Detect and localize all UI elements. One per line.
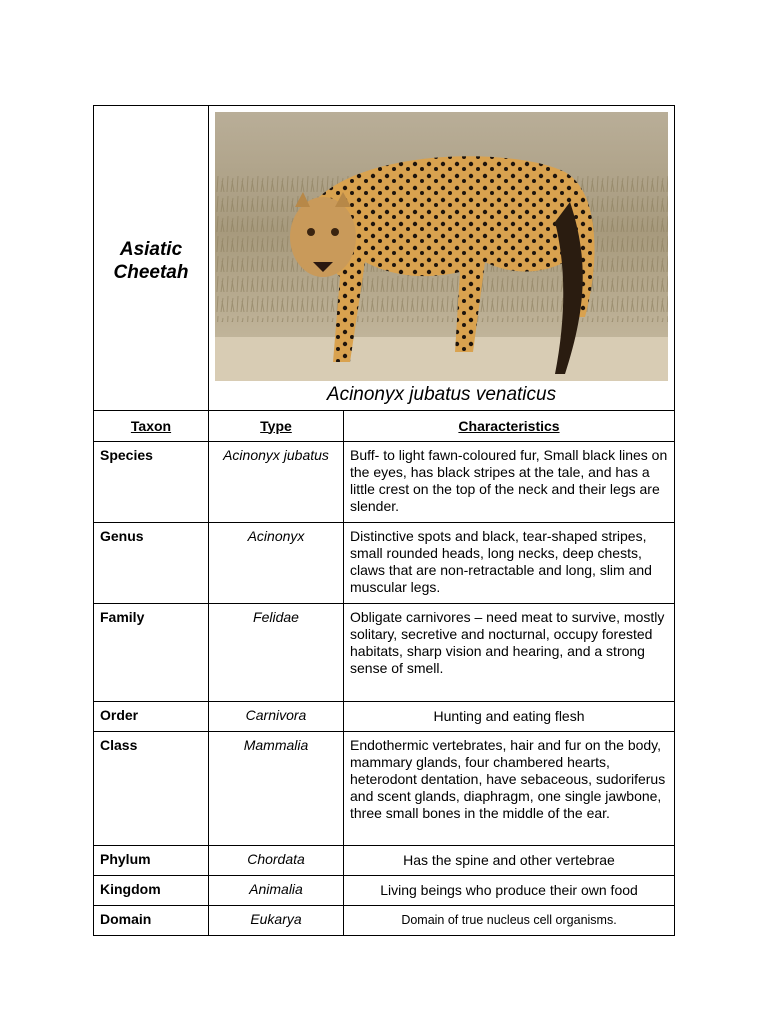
taxon-rank: Family <box>94 604 209 702</box>
table-row <box>94 442 675 523</box>
taxon-type: Chordata <box>209 846 344 876</box>
taxon-characteristics: Hunting and eating flesh <box>344 702 675 732</box>
table-row <box>94 702 675 732</box>
column-header-taxon: Taxon <box>94 411 209 442</box>
taxon-characteristics: Buff- to light fawn-coloured fur, Small black lines on the eyes, has black stripes at the tale, and has a little crest on the top of the neck and their legs are slender. <box>344 442 675 523</box>
title-row <box>94 106 675 411</box>
taxon-type: Animalia <box>209 876 344 906</box>
column-header-type: Type <box>209 411 344 442</box>
taxon-characteristics: Distinctive spots and black, tear-shaped stripes, small rounded heads, long necks, deep chests, claws that are non-retractable and long, slim and muscular legs. <box>344 523 675 604</box>
taxon-rank: Species <box>94 442 209 523</box>
taxon-type: Eukarya <box>209 906 344 936</box>
taxon-rank: Phylum <box>94 846 209 876</box>
taxon-type: Acinonyx jubatus <box>209 442 344 523</box>
taxon-type: Mammalia <box>209 732 344 846</box>
taxon-type: Carnivora <box>209 702 344 732</box>
taxon-characteristics: Domain of true nucleus cell organisms. <box>344 906 675 936</box>
table-row <box>94 523 675 604</box>
taxon-rank: Kingdom <box>94 876 209 906</box>
taxon-rank: Order <box>94 702 209 732</box>
table-row <box>94 846 675 876</box>
taxonomy-table <box>93 105 675 936</box>
table-row <box>94 604 675 702</box>
taxon-rank: Class <box>94 732 209 846</box>
taxon-rank: Domain <box>94 906 209 936</box>
taxon-type: Felidae <box>209 604 344 702</box>
table-row <box>94 732 675 846</box>
column-header-characteristics: Characteristics <box>344 411 675 442</box>
table-row <box>94 906 675 936</box>
taxon-characteristics: Living beings who produce their own food <box>344 876 675 906</box>
photo-cell <box>209 106 675 411</box>
column-header-row <box>94 411 675 442</box>
taxon-characteristics: Has the spine and other vertebrae <box>344 846 675 876</box>
common-name: Asiatic Cheetah <box>113 239 189 283</box>
taxon-characteristics: Endothermic vertebrates, hair and fur on the body, mammary glands, four chambered hearts, heterodont dentation, have sebaceous, sudoriferus and scent glands, diaphragm, one single jawbone, three small bones in the middle of the ear. <box>344 732 675 846</box>
taxon-type: Acinonyx <box>209 523 344 604</box>
cheetah-photo <box>215 112 668 381</box>
taxon-characteristics: Obligate carnivores – need meat to survive, mostly solitary, secretive and nocturnal, occupy forested habitats, sharp vision and hearing, and a strong sense of smell. <box>344 604 675 702</box>
table-row <box>94 876 675 906</box>
taxon-rank: Genus <box>94 523 209 604</box>
scientific-name: Acinonyx jubatus venaticus <box>326 384 557 405</box>
common-name-cell <box>94 106 209 411</box>
